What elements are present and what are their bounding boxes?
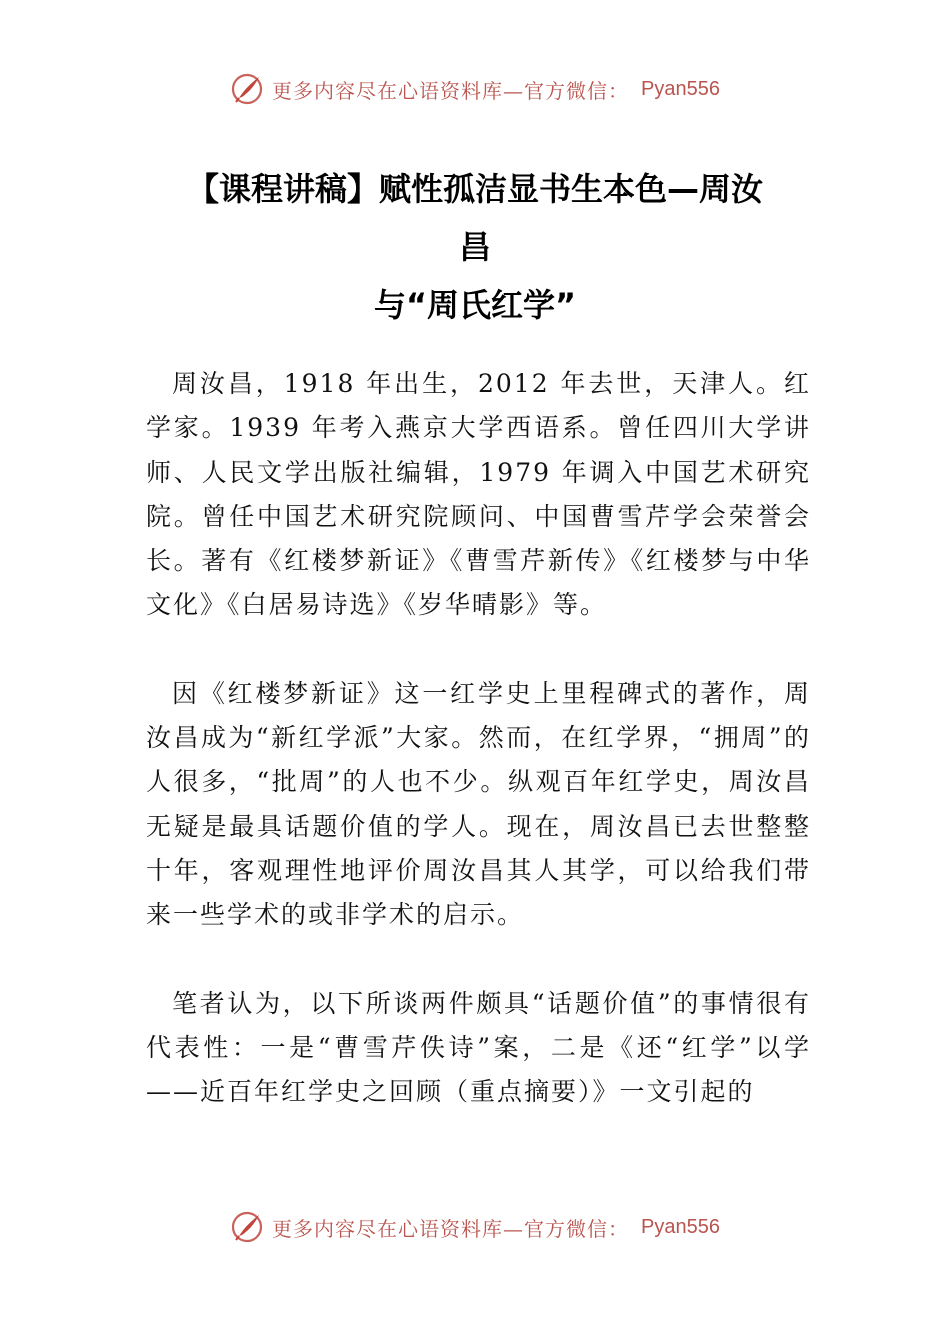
quill-pen-logo-icon (230, 1210, 264, 1244)
header-banner (0, 72, 950, 106)
banner-wechat-id: Pyan556 (641, 1215, 720, 1238)
title-line-1: 【课程讲稿】赋性孤洁显书生本色—周汝 (186, 170, 763, 208)
document-title (140, 160, 810, 334)
quill-pen-logo-icon (230, 72, 264, 106)
banner-wechat-id: Pyan556 (641, 77, 720, 100)
paragraph: 因《红楼梦新证》这一红学史上里程碑式的著作，周汝昌成为“新红学派”大家。然而，在红学界，“拥周”的人很多，“批周”的人也不少。纵观百年红学史，周汝昌无疑是最具话题价值的学人。现在，周汝昌已去世整整十年，客观理性地评价周汝昌其人其学，可以给我们带来一些学术的或非学术的启示。 (146, 678, 812, 930)
title-line-3: 与“周氏红学” (373, 286, 577, 324)
paragraph: 笔者认为，以下所谈两件颇具“话题价值”的事情很有代表性：一是“曹雪芹佚诗”案，二是《还“红学”以学——近百年红学史之回顾（重点摘要）》一文引起的 (146, 988, 811, 1107)
banner-text: 更多内容尽在心语资料库—官方微信： (272, 78, 630, 103)
document-body (146, 362, 811, 1158)
banner-text: 更多内容尽在心语资料库—官方微信： (272, 1216, 630, 1241)
paragraph: 周汝昌，1918 年出生，2012 年去世，天津人。红学家。1939 年考入燕京大学西语系。曾任四川大学讲师、人民文学出版社编辑，1979 年调入中国艺术研究院。曾任中国艺术研究院顾问、中国曹雪芹学会荣誉会长。著有《红楼梦新证》《曹雪芹新传》《红楼梦与中华文化》《白居易诗选》《岁华晴影》等。 (146, 369, 811, 620)
title-line-2: 昌 (458, 228, 491, 266)
footer-banner (0, 1210, 950, 1244)
